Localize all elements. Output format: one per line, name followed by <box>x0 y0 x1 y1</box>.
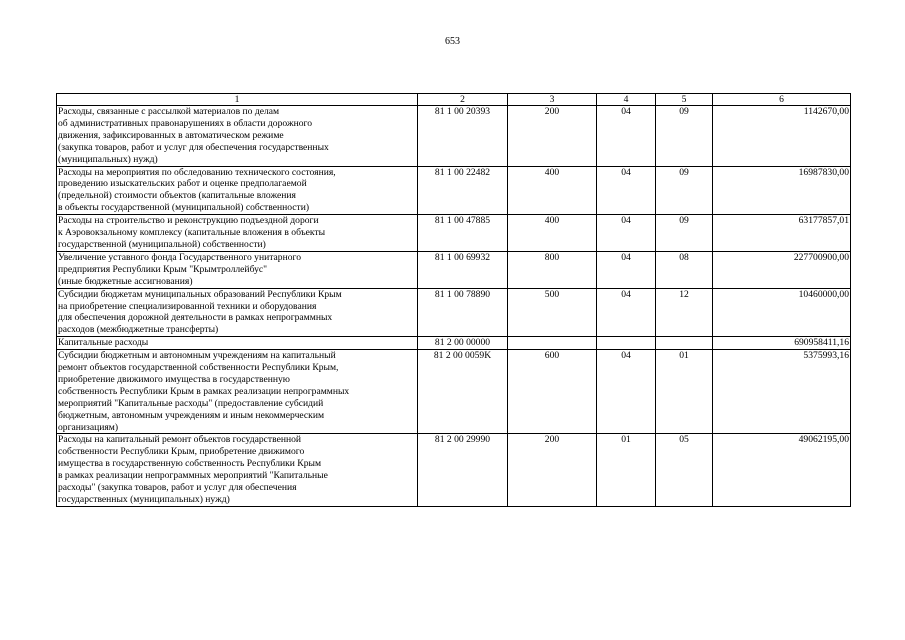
budget-table <box>56 93 851 507</box>
section-code: 04 <box>597 215 656 252</box>
subsection-code: 09 <box>656 106 713 167</box>
table-row <box>57 350 851 434</box>
target-article-code: 81 1 00 20393 <box>418 106 508 167</box>
expense-name: Расходы на мероприятия по обследованию технического состояния, проведению изыскательских работ и оценке предполагаемой (предельной) стоимости объектов (капитальные вложения в объекты государственной (муниципальной) собственности) <box>57 166 418 215</box>
table-row <box>57 337 851 350</box>
amount: 16987830,00 <box>713 166 851 215</box>
expense-type-code: 600 <box>508 350 597 434</box>
column-header: 3 <box>508 94 597 106</box>
section-code: 04 <box>597 106 656 167</box>
target-article-code: 81 1 00 69932 <box>418 251 508 288</box>
target-article-code: 81 1 00 22482 <box>418 166 508 215</box>
subsection-code <box>656 337 713 350</box>
expense-name: Увеличение уставного фонда Государственного унитарного предприятия Республики Крым "Крымтроллейбус" (иные бюджетные ассигнования) <box>57 251 418 288</box>
amount: 10460000,00 <box>713 288 851 337</box>
section-code: 04 <box>597 251 656 288</box>
expense-type-code: 200 <box>508 434 597 506</box>
target-article-code: 81 2 00 29990 <box>418 434 508 506</box>
header-row <box>57 94 851 106</box>
table-row <box>57 215 851 252</box>
target-article-code: 81 1 00 47885 <box>418 215 508 252</box>
amount: 227700900,00 <box>713 251 851 288</box>
expense-name: Расходы, связанные с рассылкой материалов по делам об административных правонарушениях в области дорожного движения, зафиксированных в автоматическом режиме (закупка товаров, работ и услуг для обеспечения государственных (муниципальных) нужд) <box>57 106 418 167</box>
expense-name: Субсидии бюджетным и автономным учреждениям на капитальный ремонт объектов государственной собственности Республики Крым, приобретение движимого имущества в государственную собственность Республики Крым в рамках реализации непрограммных мероприятий "Капитальные расходы" (предоставление субсидий бюджетным, автономным учреждениям и иным некоммерческим организациям) <box>57 350 418 434</box>
expense-name: Капитальные расходы <box>57 337 418 350</box>
amount: 5375993,16 <box>713 350 851 434</box>
column-header: 4 <box>597 94 656 106</box>
expense-name: Расходы на строительство и реконструкцию подъездной дороги к Аэровокзальному комплексу (капитальные вложения в объекты государственной (муниципальной) собственности) <box>57 215 418 252</box>
subsection-code: 01 <box>656 350 713 434</box>
expense-type-code: 400 <box>508 166 597 215</box>
table-row <box>57 166 851 215</box>
target-article-code: 81 2 00 00000 <box>418 337 508 350</box>
expense-type-code: 800 <box>508 251 597 288</box>
expense-type-code <box>508 337 597 350</box>
target-article-code: 81 2 00 0059K <box>418 350 508 434</box>
column-header: 1 <box>57 94 418 106</box>
expense-type-code: 200 <box>508 106 597 167</box>
column-header: 2 <box>418 94 508 106</box>
subsection-code: 09 <box>656 215 713 252</box>
expense-name: Расходы на капитальный ремонт объектов государственной собственности Республики Крым, приобретение движимого имущества в государственную собственность Республики Крым в рамках реализации непрограммных мероприятий "Капитальные расходы" (закупка товаров, работ и услуг для обеспечения государственных (муниципальных) нужд) <box>57 434 418 506</box>
table-row <box>57 288 851 337</box>
table-row <box>57 106 851 167</box>
amount: 63177857,01 <box>713 215 851 252</box>
target-article-code: 81 1 00 78890 <box>418 288 508 337</box>
page-number: 653 <box>445 36 460 47</box>
expense-name: Субсидии бюджетам муниципальных образований Республики Крым на приобретение специализированной техники и оборудования для обеспечения дорожной деятельности в рамках непрограммных расходов (межбюджетные трансферты) <box>57 288 418 337</box>
section-code: 04 <box>597 288 656 337</box>
expense-type-code: 400 <box>508 215 597 252</box>
subsection-code: 09 <box>656 166 713 215</box>
subsection-code: 12 <box>656 288 713 337</box>
section-code: 04 <box>597 350 656 434</box>
column-header: 6 <box>713 94 851 106</box>
expense-type-code: 500 <box>508 288 597 337</box>
table-row <box>57 251 851 288</box>
table-row <box>57 434 851 506</box>
section-code: 04 <box>597 166 656 215</box>
amount: 49062195,00 <box>713 434 851 506</box>
subsection-code: 08 <box>656 251 713 288</box>
amount: 690958411,16 <box>713 337 851 350</box>
section-code <box>597 337 656 350</box>
amount: 1142670,00 <box>713 106 851 167</box>
section-code: 01 <box>597 434 656 506</box>
column-header: 5 <box>656 94 713 106</box>
subsection-code: 05 <box>656 434 713 506</box>
